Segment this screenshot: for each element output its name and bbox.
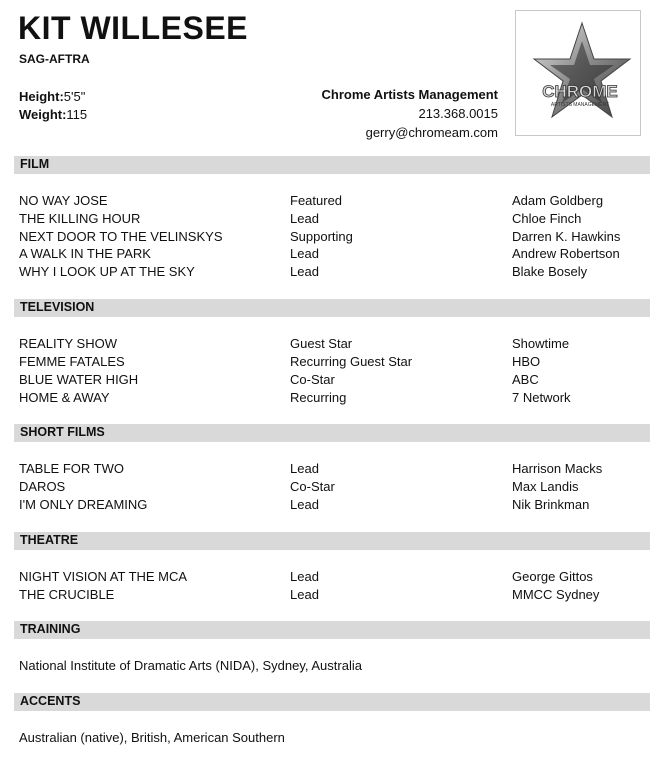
- credit-title: NEXT DOOR TO THE VELINSKYS: [19, 229, 223, 244]
- credit-title: NIGHT VISION AT THE MCA: [19, 569, 188, 584]
- credit-role: Lead: [290, 264, 319, 279]
- credit-role: Lead: [290, 569, 319, 584]
- credit-director: Chloe Finch: [512, 211, 582, 226]
- performer-name: KIT WILLESEE: [18, 10, 248, 46]
- credit-role: Recurring: [290, 390, 347, 405]
- credit-row: [19, 264, 639, 282]
- credit-title: THE CRUCIBLE: [19, 587, 115, 602]
- credit-director: Nik Brinkman: [512, 497, 590, 512]
- credit-row: [19, 569, 639, 587]
- credit-director: Blake Bosely: [512, 264, 588, 279]
- credit-role: Lead: [290, 211, 319, 226]
- section-title: ACCENTS: [20, 694, 81, 708]
- credit-role: Lead: [290, 461, 319, 476]
- credit-director: Darren K. Hawkins: [512, 229, 621, 244]
- credit-title: BLUE WATER HIGH: [19, 372, 139, 387]
- credit-role: Lead: [290, 497, 319, 512]
- credit-title: DAROS: [19, 479, 66, 494]
- section-title: SHORT FILMS: [20, 425, 105, 439]
- weight-value: 115: [66, 107, 88, 122]
- credit-role: Co-Star: [290, 479, 335, 494]
- credit-role: Lead: [290, 246, 319, 261]
- credit-title: THE KILLING HOUR: [19, 211, 141, 226]
- section-title: TELEVISION: [20, 300, 95, 314]
- weight-line: [19, 106, 87, 124]
- height-value: 5'5": [63, 89, 86, 104]
- credit-network: 7 Network: [512, 390, 571, 405]
- section-title: FILM: [20, 157, 50, 171]
- credit-director: Max Landis: [512, 479, 579, 494]
- credit-row: [19, 193, 639, 211]
- credit-network: Showtime: [512, 336, 570, 351]
- logo-wordmark: CHROME: [542, 82, 618, 101]
- credit-title: REALITY SHOW: [19, 336, 118, 351]
- credit-role: Guest Star: [290, 336, 353, 351]
- star-icon: [516, 11, 640, 135]
- credit-title: NO WAY JOSE: [19, 193, 108, 208]
- credit-row: [19, 390, 639, 408]
- training-text: National Institute of Dramatic Arts (NIDA), Sydney, Australia: [19, 658, 362, 673]
- credit-row: [19, 211, 639, 229]
- physical-stats: [19, 88, 87, 124]
- logo-subtext: ARTISTS MANAGEMENT: [550, 102, 610, 108]
- credit-director: Andrew Robertson: [512, 246, 620, 261]
- credit-director: George Gittos: [512, 569, 593, 584]
- credit-director: MMCC Sydney: [512, 587, 600, 602]
- credit-title: FEMME FATALES: [19, 354, 125, 369]
- section-header-accents: [14, 693, 650, 711]
- credit-role: Co-Star: [290, 372, 335, 387]
- union-affiliation: SAG-AFTRA: [19, 52, 90, 66]
- credit-role: Featured: [290, 193, 343, 208]
- agency-contact: [322, 85, 499, 142]
- credit-row: [19, 229, 639, 247]
- credit-title: WHY I LOOK UP AT THE SKY: [19, 264, 195, 279]
- credit-row: [19, 461, 639, 479]
- credit-role: Lead: [290, 587, 319, 602]
- section-title: TRAINING: [20, 622, 81, 636]
- credit-network: HBO: [512, 354, 541, 369]
- credit-title: A WALK IN THE PARK: [19, 246, 151, 261]
- section-header-short-films: [14, 424, 650, 442]
- section-header-film: [14, 156, 650, 174]
- credit-director: Harrison Macks: [512, 461, 603, 476]
- credit-row: [19, 246, 639, 264]
- accents-text: Australian (native), British, American Southern: [19, 730, 285, 745]
- credit-role: Recurring Guest Star: [290, 354, 413, 369]
- weight-label: Weight:: [19, 107, 67, 122]
- credit-director: Adam Goldberg: [512, 193, 604, 208]
- section-header-television: [14, 299, 650, 317]
- credit-role: Supporting: [290, 229, 353, 244]
- agency-email[interactable]: gerry@chromeam.com: [365, 125, 498, 140]
- agency-phone: 213.368.0015: [418, 106, 498, 121]
- section-title: THEATRE: [20, 533, 79, 547]
- credit-row: [19, 497, 639, 515]
- credit-title: I'M ONLY DREAMING: [19, 497, 148, 512]
- credit-row: [19, 354, 639, 372]
- section-header-training: [14, 621, 650, 639]
- agency-logo: [515, 10, 641, 136]
- credit-row: [19, 479, 639, 497]
- section-header-theatre: [14, 532, 650, 550]
- credit-title: TABLE FOR TWO: [19, 461, 124, 476]
- credit-title: HOME & AWAY: [19, 390, 110, 405]
- agency-name: Chrome Artists Management: [321, 87, 498, 102]
- credit-row: [19, 372, 639, 390]
- height-label: Height:: [19, 89, 64, 104]
- credit-network: ABC: [512, 372, 539, 387]
- credit-row: [19, 336, 639, 354]
- credit-row: [19, 587, 639, 605]
- height-line: [19, 88, 87, 106]
